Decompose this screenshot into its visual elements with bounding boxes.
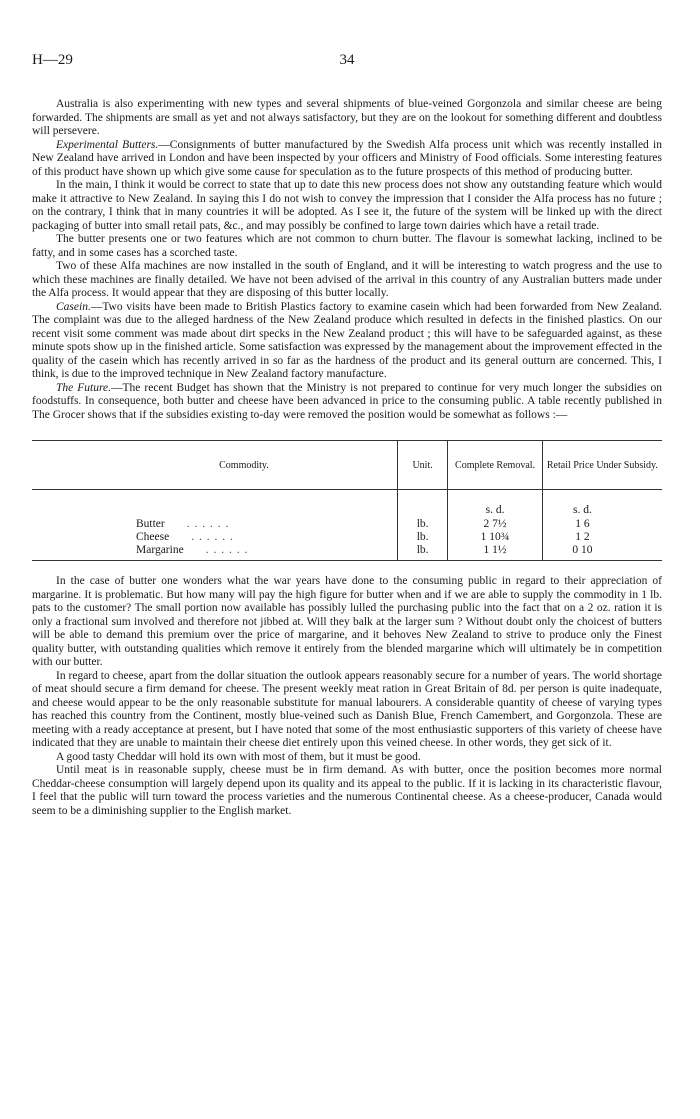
complete-removal-cell: 1 10¾ (448, 531, 543, 544)
complete-removal-cell: 1 1½ (448, 544, 543, 561)
column-header-retail-price: Retail Price Under Subsidy. (542, 441, 662, 490)
section-lead-in: Casein. (56, 300, 91, 313)
commodity-name: Cheese (136, 531, 170, 543)
retail-price-cell: 1 2 (575, 531, 590, 543)
leader-dots: . . . . . . (186, 518, 230, 530)
retail-price-cell: 0 10 (542, 544, 662, 561)
leader-dots: . . . . . . (191, 531, 234, 543)
leader-dots: . . . . . . (205, 544, 249, 556)
paragraph-text: —Two visits have been made to British Plastics factory to examine casein which had been forwarded from New Zealand. The complaint was due to the alleged hardness of the New Zealand produce which resulted in defects in the finished plastics. On our recent visit some comment was made about dirt specks in the New Zealand product ; this will have to be safeguarded against, as these minute spots show up in the finished article. Some satisfaction was expressed by the management about the improvement effected in the quality of the casein which has recently arrived in so far as the hardness of the product and its general outturn are concerned. This, I think, is due to the improved technique in New Zealand factory manufacture. (32, 300, 662, 380)
column-header-complete-removal: Complete Removal. (448, 441, 543, 490)
paragraph: A good tasty Cheddar will hold its own with most of them, but it must be good. (56, 750, 421, 763)
table-row (32, 544, 662, 561)
paragraph: In the case of butter one wonders what the war years have done to the consuming public in regard to their appreciation of margarine. It is problematic. But how many will pay the high figure for butter when and if we are able to supply the commodity in 1 lb. pats to the customer? The small portion now available has possibly lulled the purchasing public into the fact that on a 2 oz. ration it is only a fractional sum involved and therefore not jibbed at. Will they balk at the larger sum ? Without doubt only the choicest of butters will be able to demand this premium over the price of margarine, and it behoves New Zealand to strive to produce only the Finest quality butter, with outstanding qualities which remove it entirely from the blended margarine which will ultimately be in competition with our butter. (32, 575, 662, 668)
page-header (32, 52, 662, 76)
paragraph: Two of these Alfa machines are now installed in the south of England, and it will be interesting to watch progress and the use to which these machines are finally detailed. We have not been advised of the arrival in this country of any Australian butters made under the Alfa process. It would appear that they are disposing of this butter locally. (32, 260, 662, 299)
complete-removal-cell: 2 7½ (448, 518, 543, 531)
retail-price-cell: 1 6 (575, 518, 590, 530)
paragraph (32, 382, 662, 423)
table-row (32, 518, 662, 531)
unit-cell: lb. (397, 518, 447, 531)
currency-units: s. d. (572, 504, 592, 516)
section-lead-in: The Future. (56, 381, 112, 394)
page-number: 34 (339, 52, 355, 68)
document-reference: H—29 (32, 52, 73, 68)
table-row (32, 531, 662, 544)
paragraph: In the main, I think it would be correct to state that up to date this new process does not show any outstanding feature which would make it attractive to New Zealand. In saying this I do not wish to convey the impression that I consider the Alfa process has no future ; on the contrary, I think that in many countries it will be adopted. As I see it, the future of the system will be linked up with the direct packaging of butter into small retail pats, &c., and may possibly be confined to large town dairies which have a retail trade. (32, 179, 662, 232)
section-lead-in: Experimental Butters. (56, 138, 159, 151)
unit-cell: lb. (397, 544, 447, 561)
subsidy-table (32, 440, 662, 561)
paragraph: In regard to cheese, apart from the dollar situation the outlook appears reasonably secure for a number of years. The world shortage of meat should secure a firm demand for cheese. The present weekly meat ration in Great Britain of 8d. per person is quite inadequate, and cheese would appear to be the only reasonable substitute for manual labourers. A considerable quantity of cheese of varying types has reached this country from the Continent, mostly blue-veined such as Danish Blue, French Camembert, and Gorgonzola. These are meeting with a ready acceptance at present, but I have noted that some of the most enthusiastic supporters of this variety of cheese have indicated that they are unable to maintain their cheese diet entirely upon this veined cheese. In other words, they get sick of it. (32, 669, 662, 749)
paragraph (32, 301, 662, 382)
column-header-commodity: Commodity. (32, 441, 397, 490)
commodity-name: Butter (136, 518, 165, 530)
unit-cell: lb. (397, 531, 447, 544)
paragraph-text: —Consignments of butter manufactured by the Swedish Alfa process unit which was recently installed in New Zealand have arrived in London and have been inspected by your officers and Ministry of Food officials. Some interesting features of this product have shown up which give some cause for speculation as to the future prospects of this method of producing butter. (32, 138, 662, 178)
currency-units: s. d. (448, 490, 543, 519)
paragraph: Until meat is in reasonable supply, cheese must be in firm demand. As with butter, once the position becomes more normal Cheddar-cheese consumption will largely depend upon its quality and its appeal to the public. If it is lacking in its characteristic flavour, I feel that the public will turn toward the process varieties and the numerous Continental cheese. As a cheese-producer, Canada would seem to be a diminishing supplier to the English market. (32, 764, 662, 817)
column-header-unit: Unit. (397, 441, 447, 490)
paragraph: Australia is also experimenting with new types and several shipments of blue-veined Gorgonzola and similar cheese are being forwarded. The shipments are small as yet and not always satisfactory, but they are on the lookout for something different and doubtless will persevere. (32, 98, 662, 137)
paragraph-text: —The recent Budget has shown that the Ministry is not prepared to continue for very much longer the subsidies on foodstuffs. In consequence, both butter and cheese have been advanced in price to the consuming public. A table recently published in The Grocer shows that if the subsidies existing to-day were removed the position would be somewhat as follows :— (32, 381, 663, 421)
paragraph (32, 139, 662, 180)
currency-units-row (32, 490, 662, 519)
paragraph: The butter presents one or two features which are not common to churn butter. The flavour is somewhat lacking, inclined to be fatty, and in some cases has a scorched taste. (32, 233, 662, 259)
document-page (32, 52, 662, 818)
commodity-name: Margarine (136, 544, 184, 556)
